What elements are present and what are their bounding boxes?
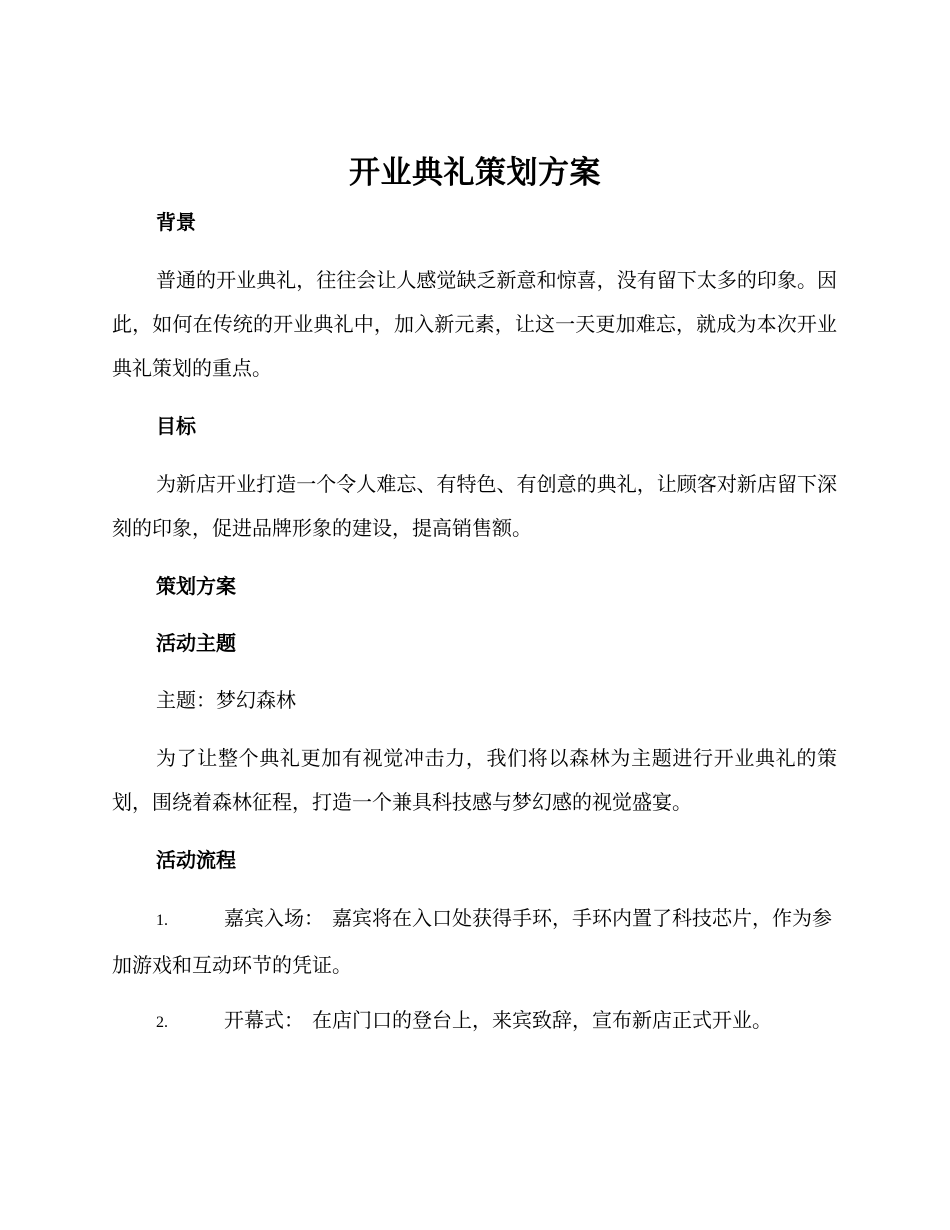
list-item-number: 2.: [156, 1014, 168, 1031]
flow-list-item: [112, 896, 840, 987]
list-item-text: 嘉宾将在入口处获得手环，手环内置了科技芯片，作为参加游戏和互动环节的凭证。: [112, 906, 832, 977]
list-item-text: 在店门口的登台上，来宾致辞，宣布新店正式开业。: [312, 1008, 772, 1032]
list-item-label: 嘉宾入场：: [224, 906, 324, 930]
flow-list-item: [112, 998, 840, 1045]
theme-paragraph: 为了让整个典礼更加有视觉冲击力，我们将以森林为主题进行开业典礼的策划，围绕着森林征程，打造一个兼具科技感与梦幻感的视觉盛宴。: [112, 746, 837, 814]
section-heading-background: 背景: [156, 210, 196, 234]
background-paragraph: 普通的开业典礼，往往会让人感觉缺乏新意和惊喜，没有留下太多的印象。因此，如何在传统的开业典礼中，加入新元素，让这一天更加难忘，就成为本次开业典礼策划的重点。: [112, 268, 837, 380]
theme-line: 主题：梦幻森林: [156, 688, 296, 712]
list-item-number: 1.: [156, 912, 168, 929]
section-heading-theme: 活动主题: [156, 631, 236, 655]
list-item-label: 开幕式：: [224, 1008, 304, 1032]
section-heading-goal: 目标: [156, 414, 196, 438]
goal-paragraph: 为新店开业打造一个令人难忘、有特色、有创意的典礼，让顾客对新店留下深刻的印象，促进品牌形象的建设，提高销售额。: [112, 472, 837, 540]
section-heading-flow: 活动流程: [156, 848, 236, 872]
section-heading-plan: 策划方案: [156, 574, 236, 598]
document-title: 开业典礼策划方案: [349, 155, 601, 191]
